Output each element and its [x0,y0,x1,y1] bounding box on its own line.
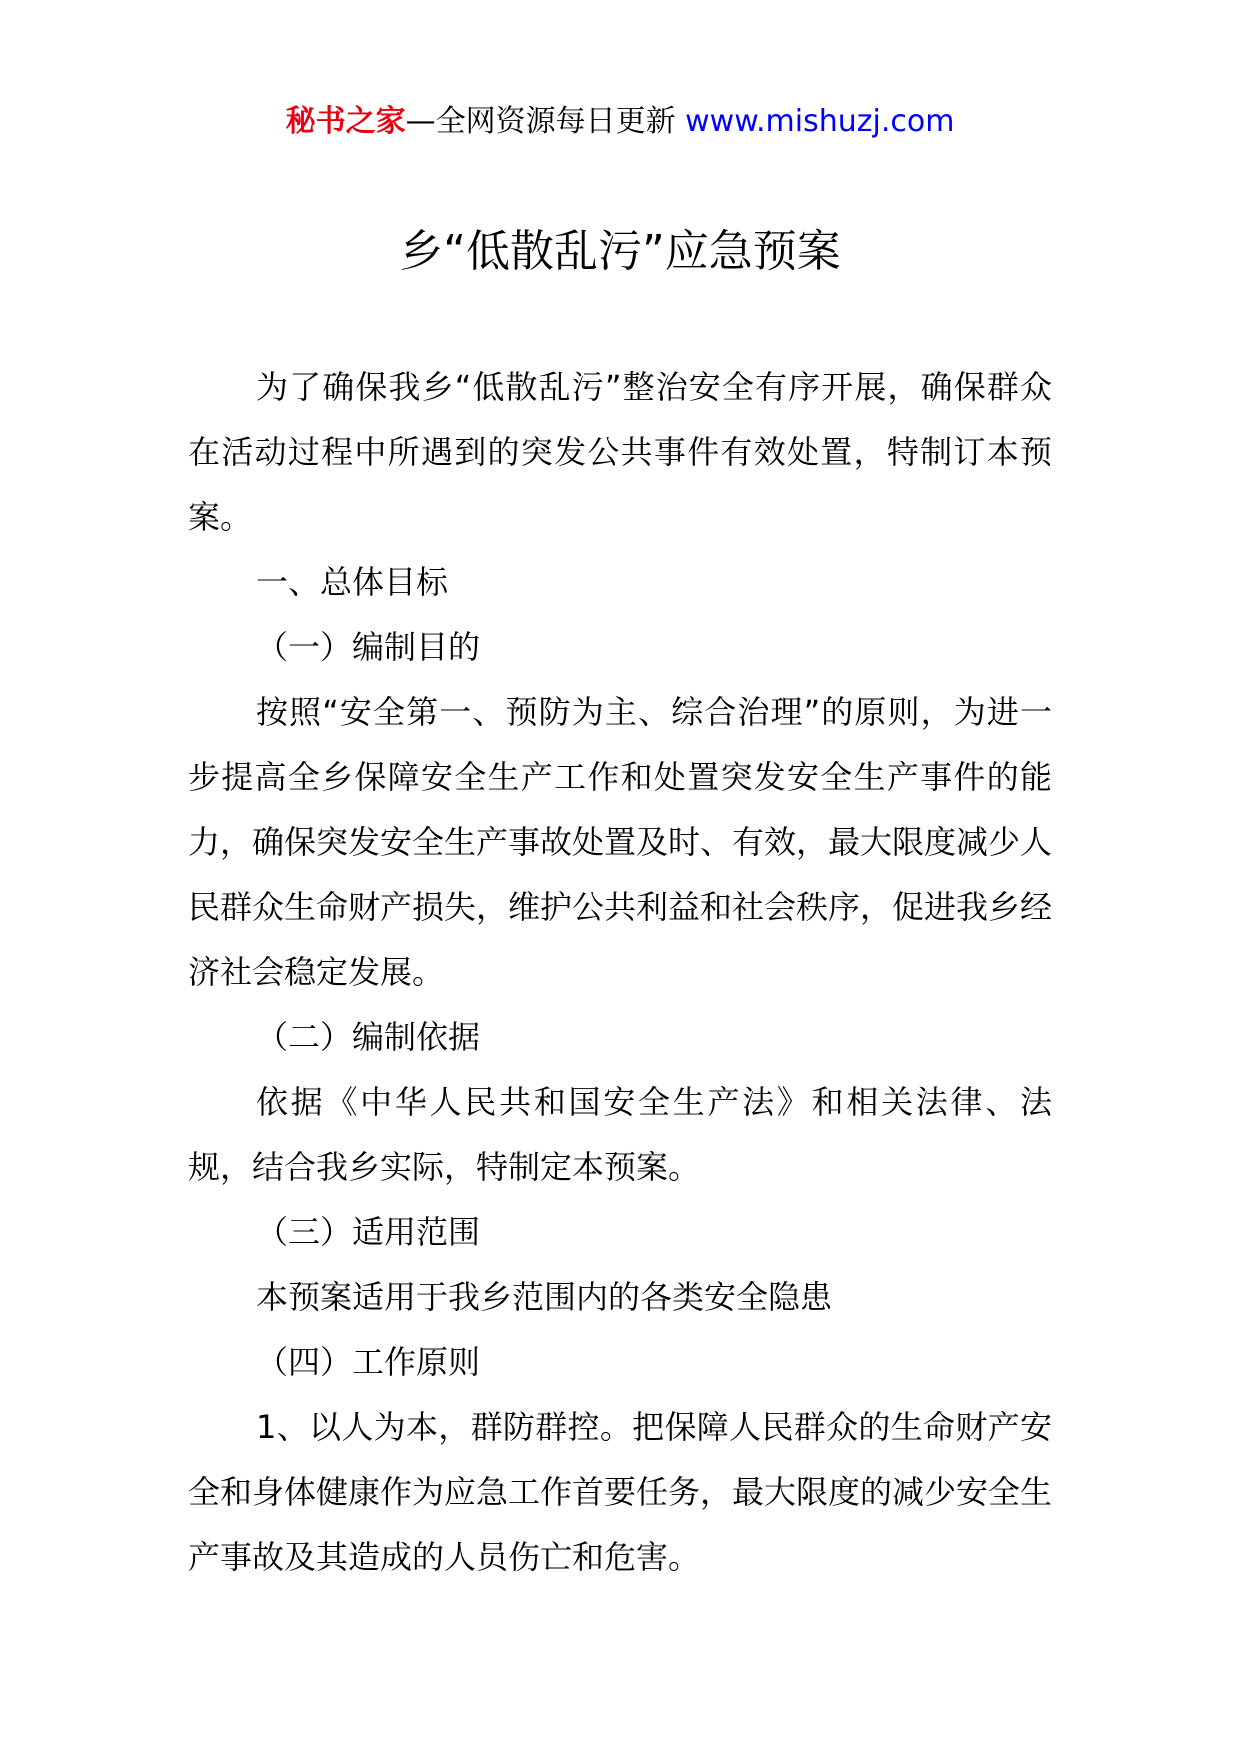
purpose-paragraph: 按照“安全第一、预防为主、综合治理”的原则，为进一步提高全乡保障安全生产工作和处置突发安全生产事件的能力，确保突发安全生产事故处置及时、有效，最大限度减少人民群众生命财产损失，维护公共利益和社会秩序，促进我乡经济社会稳定发展。 [188,693,1053,991]
principle-1-paragraph: 1、以人为本，群防群控。把保障人民群众的生命财产安全和身体健康作为应急工作首要任务，最大限度的减少安全生产事故及其造成的人员伤亡和危害。 [188,1408,1053,1576]
section-heading-overall-goal: 一、总体目标 [256,563,449,601]
intro-paragraph: 为了确保我乡“低散乱污”整治安全有序开展，确保群众在活动过程中所遇到的突发公共事件有效处置，特制订本预案。 [188,368,1052,536]
subsection-heading-basis: （二）编制依据 [256,1018,481,1056]
document-title: 乡“低散乱污”应急预案 [399,226,841,277]
subsection-heading-principles: （四）工作原则 [256,1343,481,1381]
scope-paragraph: 本预案适用于我乡范围内的各类安全隐患 [256,1278,833,1316]
brand-name: 秘书之家 [285,104,406,139]
document-body [188,355,1052,1590]
page-header [0,100,1240,144]
site-url-link[interactable]: www.mishuzj.com [685,104,955,139]
subsection-heading-purpose: （一）编制目的 [256,628,481,666]
basis-paragraph: 依据《中华人民共和国安全生产法》和相关法律、法规，结合我乡实际，特制定本预案。 [188,1083,1052,1186]
subsection-heading-scope: （三）适用范围 [256,1213,481,1251]
header-slogan: —全网资源每日更新 [405,104,686,139]
